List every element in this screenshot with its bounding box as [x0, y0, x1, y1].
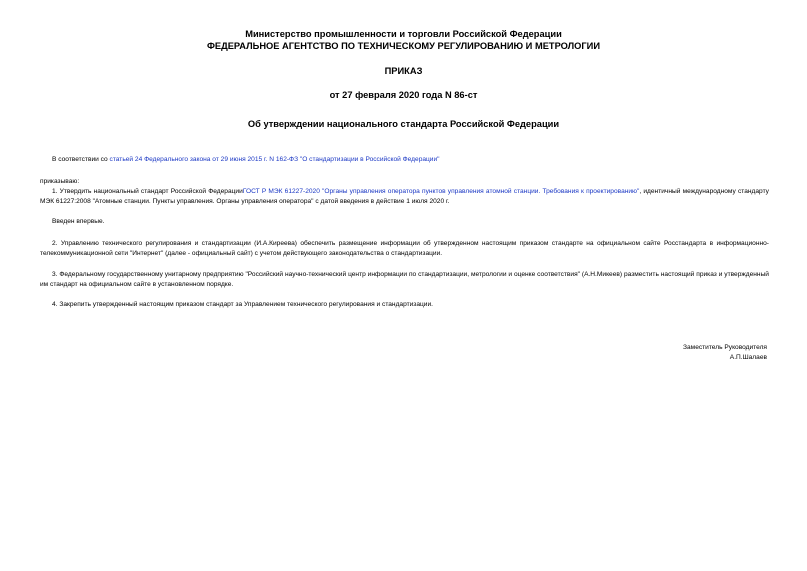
item-1	[40, 187, 769, 206]
document-date-number: от 27 февраля 2020 года N 86-ст	[329, 90, 478, 100]
item-2: 2. Управлению технического регулирования и стандартизации (И.А.Киреева) обеспечить размещение информации об утвержденном настоящим приказом стандарте на официальном сайте Росстандарта в информационно-телекоммуникационной сети "Интернет" (далее - официальный сайт) с учетом действующего законодательства о стандартизации.	[40, 240, 769, 257]
ministry-name: Министерство промышленности и торговли Российской Федерации	[245, 29, 562, 39]
preamble-prefix: В соответствии со	[52, 156, 110, 163]
federal-law-link[interactable]: статьей 24 Федерального закона от 29 июня 2015 г. N 162-ФЗ "О стандартизации в Российской Федерации"	[109, 156, 440, 163]
document-title: Об утверждении национального стандарта Российской Федерации	[247, 119, 560, 129]
item-1-before: 1. Утвердить национальный стандарт Российской Федерации	[52, 188, 243, 195]
signature-position: Заместитель Руководителя	[683, 344, 767, 351]
item-3: 3. Федеральному государственному унитарному предприятию "Российский научно-технический центр информации по стандартизации, метрологии и оценке соответствия" (А.Н.Микеев) разместить настоящий приказ и утвержденный им стандарт на официальном сайте в установленном порядке.	[40, 271, 769, 288]
item-4: 4. Закрепить утвержденный настоящим приказом стандарт за Управлением технического регулирования и стандартизации.	[52, 301, 433, 308]
gost-standard-link[interactable]: ГОСТ Р МЭК 61227-2020 "Органы управления оператора пунктов управления атомной станции. Требования к проектированию"	[242, 188, 640, 195]
intro-note: Введен впервые.	[52, 218, 105, 225]
order-word: приказываю:	[40, 178, 80, 185]
signature-name: А.П.Шалаев	[729, 354, 767, 361]
preamble	[52, 155, 772, 165]
item-1-after: , идентичный международному стандарту МЭК 61227:2008 "Атомные станции. Пункты управления. Органы управления оператора" с датой введения в действие 1 июля 2020 г.	[40, 188, 769, 205]
agency-name: ФЕДЕРАЛЬНОЕ АГЕНТСТВО ПО ТЕХНИЧЕСКОМУ РЕГУЛИРОВАНИЮ И МЕТРОЛОГИИ	[206, 41, 601, 51]
document-type: ПРИКАЗ	[384, 66, 423, 76]
